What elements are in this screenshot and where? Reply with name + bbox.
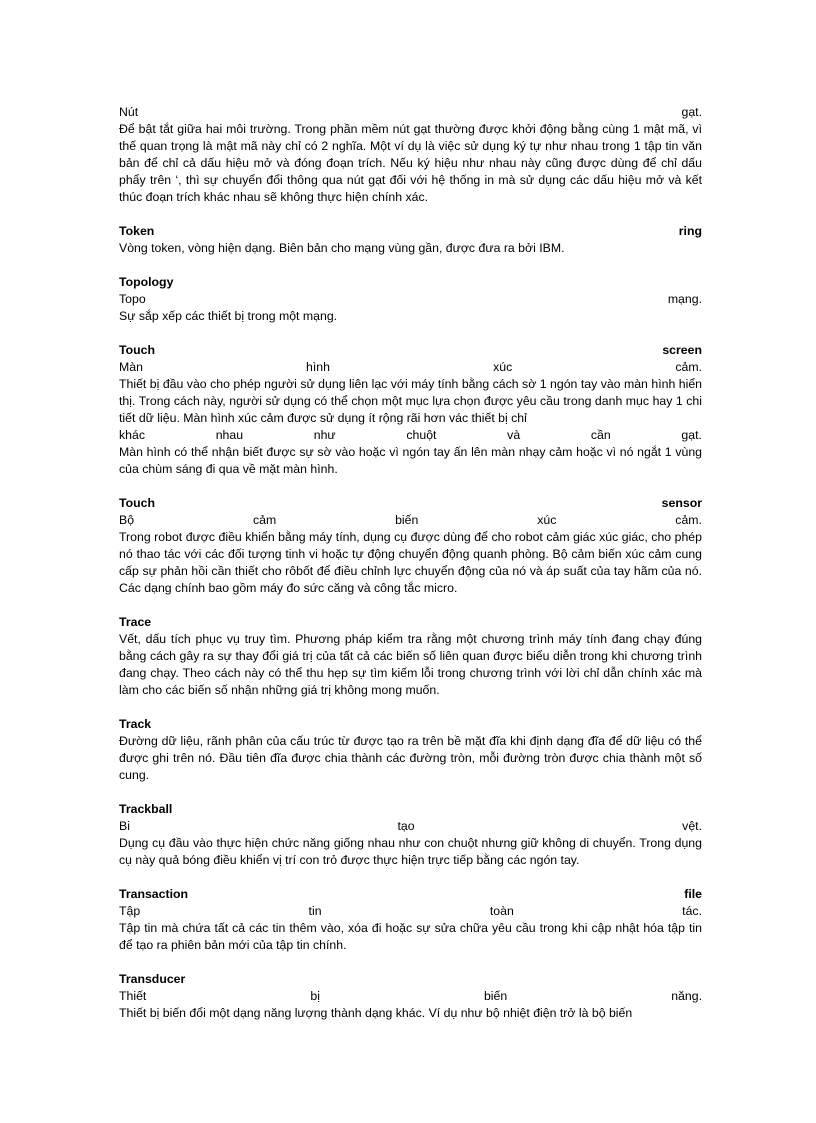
entry-trace xyxy=(119,614,702,699)
entry-heading-word: Transducer xyxy=(119,972,186,986)
entry-heading-word: Token xyxy=(119,224,155,238)
entry-heading xyxy=(119,223,702,240)
entry-trackball xyxy=(119,801,702,869)
entry-heading-word: Trace xyxy=(119,615,152,629)
entry-title-vi xyxy=(119,104,702,121)
entry-definition-line xyxy=(119,427,702,444)
entry-heading-word: Transaction xyxy=(119,887,189,901)
entry-heading xyxy=(119,614,702,631)
entry-track xyxy=(119,716,702,784)
entry-heading-word: file xyxy=(684,887,702,901)
entry-heading xyxy=(119,971,702,988)
entry-heading-word: Topology xyxy=(119,275,174,289)
entry-title-vi-word: Bộ xyxy=(119,513,135,527)
entry-title-vi-word: Nút xyxy=(119,105,139,119)
entry-title-vi xyxy=(119,512,702,529)
entry-title-vi-word: cảm. xyxy=(675,360,702,374)
entry-title-vi-word: Thiết xyxy=(119,989,147,1003)
entry-heading-word: screen xyxy=(662,343,702,357)
entry-definition-line-word: cần xyxy=(590,428,611,442)
entry-title-vi xyxy=(119,903,702,920)
entry-heading-word: ring xyxy=(678,224,702,238)
entry-definition-continued: Màn hình có thể nhận biết được sự sờ vào hoặc vì ngón tay ấn lên màn nhạy cảm hoặc vì nó ngắt 1 vùng của chùm sáng đi qua về mặt màn hình. xyxy=(119,445,702,476)
entry-heading xyxy=(119,886,702,903)
entry-definition: Đường dữ liệu, rãnh phân của cấu trúc từ được tạo ra trên bề mặt đĩa khi định dạng đĩa để dữ liệu có thể được ghi trên nó. Đầu tiên đĩa được chia thành các đường tròn, mỗi đường tròn được chia thành một số cung. xyxy=(119,734,702,782)
entry-title-vi-word: tạo xyxy=(397,819,415,833)
entry-token-ring xyxy=(119,223,702,257)
entry-touch-sensor xyxy=(119,495,702,597)
entry-title-vi-word: cảm. xyxy=(675,513,702,527)
entry-definition-line-word: khác xyxy=(119,428,145,442)
entry-definition: Trong robot được điều khiển bằng máy tính, dụng cụ được dùng để cho robot cảm giác xúc giác, cho phép nó thao tác với các đối tượng tinh vi hoặc tự động chuyển động quanh phòng. Bộ cảm biến xúc cảm cung cấp sự phản hồi cần thiết cho rôbốt để điều chỉnh lực chuyển động của nó và áp suất của tay hãm của nó. Các dạng chính bao gồm máy đo sức căng và công tắc micro. xyxy=(119,530,702,595)
entry-definition: Thiết bị biến đổi một dạng năng lượng thành dạng khác. Ví dụ như bộ nhiệt điện trở là bộ biến xyxy=(119,1006,633,1020)
entry-title-vi-word: bị xyxy=(310,989,320,1003)
entry-heading xyxy=(119,716,702,733)
entry-title-vi-word: Tập xyxy=(119,904,141,918)
entry-title-vi xyxy=(119,988,702,1005)
entry-title-vi-word: xúc xyxy=(537,513,557,527)
entry-title-vi xyxy=(119,818,702,835)
entry-topology xyxy=(119,274,702,325)
entry-heading-word: sensor xyxy=(661,496,702,510)
entry-title-vi-word: vệt. xyxy=(682,819,702,833)
entry-heading xyxy=(119,274,702,291)
entry-title-vi xyxy=(119,291,702,308)
entry-title-vi-word: Bi xyxy=(119,819,130,833)
entry-title-vi-word: năng. xyxy=(671,989,702,1003)
entry-heading-word: Touch xyxy=(119,496,155,510)
entry-title-vi-word: tin xyxy=(308,904,322,918)
entry-title-vi-word: xúc xyxy=(493,360,513,374)
entry-title-vi-word: toàn xyxy=(489,904,514,918)
entry-heading xyxy=(119,801,702,818)
entry-definition-line-word: và xyxy=(507,428,521,442)
document-page xyxy=(119,104,702,1039)
entry-title-vi-word: biến xyxy=(483,989,508,1003)
entry-title-vi-word: hình xyxy=(306,360,330,374)
entry-definition: Tập tin mà chứa tất cả các tin thêm vào, xóa đi hoặc sự sửa chữa yêu cầu trong khi cập nhật hóa tập tin để tạo ra phiên bản mới của tập tin chính. xyxy=(119,921,702,952)
entry-heading xyxy=(119,342,702,359)
entry-heading xyxy=(119,495,702,512)
entry-definition: Vết, dấu tích phục vụ truy tìm. Phương pháp kiểm tra rằng một chương trình máy tính đang chạy đúng bằng cách gây ra sự thay đổi giá trị của tất cả các biến số liên quan được biểu diễn trong khi chương trình đang chạy. Theo cách này có thể thu hẹp sự tìm kiếm lỗi trong chương trình với lời chỉ dẫn chính xác mà làm cho các biến số nhận những giá trị không mong muốn. xyxy=(119,632,702,697)
entry-title-vi-word: Màn xyxy=(119,360,143,374)
entry-title-vi-word: gạt. xyxy=(681,105,702,119)
entry-definition: Vòng token, vòng hiện dạng. Biên bản cho mạng vùng gần, được đưa ra bởi IBM. xyxy=(119,241,565,255)
entry-transducer xyxy=(119,971,702,1022)
entry-definition: Sự sắp xếp các thiết bị trong một mạng. xyxy=(119,309,338,323)
entry-definition-line-word: chuột xyxy=(406,428,437,442)
entry-definition-line-word: như xyxy=(313,428,336,442)
entry-nut-gat xyxy=(119,104,702,206)
entry-title-vi-word: cảm xyxy=(252,513,277,527)
entry-title-vi-word: mạng. xyxy=(667,292,702,306)
entry-definition-line-word: gạt. xyxy=(681,428,702,442)
entry-definition-line-word: nhau xyxy=(215,428,244,442)
entry-transaction-file xyxy=(119,886,702,954)
entry-definition: Dụng cụ đầu vào thực hiện chức năng giống nhau như con chuột nhưng giữ không di chuyển. Trong dụng cụ này quả bóng điều khiển vị trí con trỏ được thực hiện trực tiếp bằng các ngón tay. xyxy=(119,836,702,867)
entry-definition: Để bật tắt giữa hai môi trường. Trong phần mềm nút gạt thường được khởi động bằng cùng 1 mật mã, vì thế quan trọng là mật mã này chỉ có 2 nghĩa. Một ví dụ là việc sử dụng ký tự như nhau trong 1 tập tin văn bản để chỉ cả dấu hiệu mở và đóng đoạn trích. Nếu ký hiệu như nhau này cũng được dùng để chỉ dấu phẩy trên ‘, thì sự chuyển đổi thông qua nút gạt đối với hệ thống in mà sử dụng các dấu hiệu mở và kết thúc đoạn trích khác nhau sẽ không thực hiện chính xác. xyxy=(119,122,702,204)
entry-title-vi-word: Topo xyxy=(119,292,146,306)
entry-title-vi-word: tác. xyxy=(682,904,702,918)
entry-title-vi-word: biến xyxy=(395,513,419,527)
entry-heading-word: Touch xyxy=(119,343,155,357)
entry-title-vi xyxy=(119,359,702,376)
entry-definition: Thiết bị đầu vào cho phép người sử dụng liên lạc với máy tính bằng cách sờ 1 ngón tay vào màn hình hiển thị. Trong cách này, người sử dụng có thể chọn một mục lựa chọn được yêu cầu trong danh mục hay 1 chi tiết dữ liệu. Màn hình xúc cảm được sử dụng ít rộng rãi hơn vác thiết bị chỉ xyxy=(119,377,702,425)
entry-heading-word: Trackball xyxy=(119,802,173,816)
entry-touch-screen xyxy=(119,342,702,478)
entry-heading-word: Track xyxy=(119,717,152,731)
